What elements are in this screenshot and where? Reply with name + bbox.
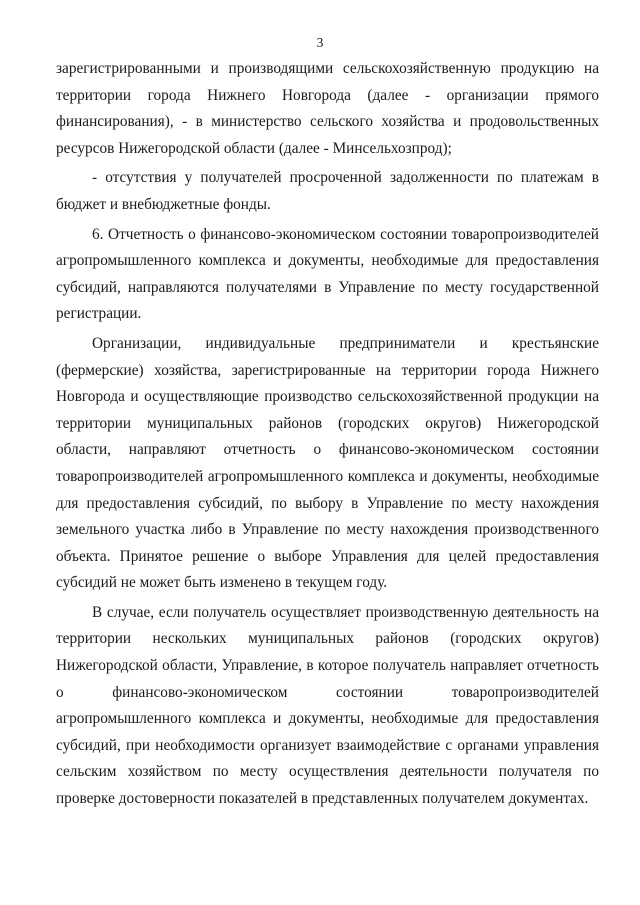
- text-line: территории города Нижнего Новгорода (далее - организации прямого: [56, 86, 599, 104]
- text-line: финансирования), - в министерство сельского хозяйства и продовольственных: [56, 113, 599, 131]
- text-line: агропромышленного комплекса и документы, необходимые для предоставления: [56, 710, 599, 728]
- text-line: 6. Отчетность о финансово-экономическом состоянии товаропроизводителей: [92, 225, 599, 243]
- paragraph: [56, 56, 599, 162]
- text-line: бюджет и внебюджетные фонды.: [56, 195, 271, 213]
- text-line: регистрации.: [56, 305, 142, 323]
- page-number: 3: [316, 35, 324, 50]
- text-line: субсидий, направляются получателями в Управление по месту государственной: [56, 278, 599, 296]
- text-line: проверке достоверности показателей в представленных получателем документах.: [56, 790, 589, 808]
- text-line: для предоставления субсидий, по выбору в Управление по месту нахождения: [56, 494, 599, 512]
- text-line: земельного участка либо в Управление по месту нахождения производственного: [56, 521, 599, 539]
- text-line: ресурсов Нижегородской области (далее - Минсельхозпрод);: [56, 139, 452, 157]
- text-line: территории муниципальных районов (городских округов) Нижегородской: [56, 414, 599, 432]
- text-line: зарегистрированными и производящими сельскохозяйственную продукцию на: [56, 60, 599, 77]
- paragraph: [56, 222, 599, 328]
- text-line: субсидий не может быть изменено в текущем году.: [56, 574, 388, 592]
- text-line: субсидий, при необходимости организует взаимодействие с органами управления: [56, 736, 599, 754]
- text-line: Организации, индивидуальные предприниматели и крестьянские: [92, 334, 599, 352]
- text-line: территории нескольких муниципальных районов (городских округов): [56, 630, 599, 648]
- text-line: о финансово-экономическом состоянии товаропроизводителей: [56, 683, 599, 701]
- text-line: (фермерские) хозяйства, зарегистрированные на территории города Нижнего: [56, 361, 599, 379]
- text-line: товаропроизводителей агропромышленного комплекса и документы, необходимые: [56, 467, 599, 485]
- text-line: Новгорода и осуществляющие производство сельскохозяйственной продукции на: [56, 388, 599, 406]
- paragraph: [56, 600, 599, 813]
- text-line: агропромышленного комплекса и документы, необходимые для предоставления: [56, 252, 599, 270]
- text-line: - отсутствия у получателей просроченной задолженности по платежам в: [92, 169, 599, 187]
- text-line: области, направляют отчетность о финансово-экономическом состоянии: [56, 441, 599, 459]
- text-line: объекта. Принятое решение о выборе Управления для целей предоставления: [56, 547, 599, 565]
- paragraph: [56, 165, 599, 218]
- paragraph: [56, 331, 599, 597]
- text-line: В случае, если получатель осуществляет производственную деятельность на: [92, 603, 599, 621]
- text-line: сельским хозяйством по месту осуществления деятельности получателя по: [56, 763, 599, 781]
- document-body: [56, 56, 599, 813]
- text-line: Нижегородской области, Управление, в которое получатель направляет отчетность: [56, 657, 599, 675]
